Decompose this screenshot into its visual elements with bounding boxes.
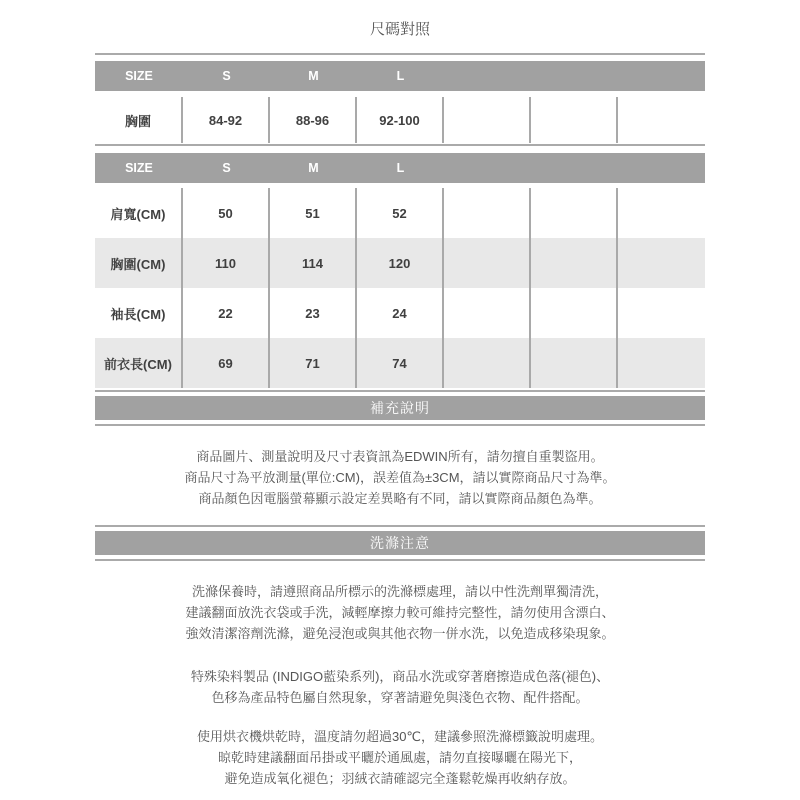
divider [95, 559, 705, 561]
text-line: 商品圖片、測量說明及尺寸表資訊為EDWIN所有，請勿擅自重製盜用。 [196, 449, 604, 464]
table-cell [444, 238, 531, 288]
size-table2-body [95, 188, 705, 388]
row-label-cell: 胸圍(CM) [95, 238, 183, 288]
size-table1-header-row [95, 61, 705, 91]
table-header-cell: S [222, 161, 231, 175]
drying-paragraph [95, 726, 705, 789]
table-cell: 22 [183, 288, 270, 338]
table-header-cell [618, 153, 705, 183]
table-header-cell [531, 61, 618, 91]
washing-section-title: 洗滌注意 [95, 531, 705, 555]
row-label-cell: 胸圍 [95, 97, 183, 143]
text-line: 強效清潔溶劑洗滌，避免浸泡或與其他衣物一併水洗，以免造成移染現象。 [185, 626, 615, 641]
table-header-cell: SIZE [125, 161, 153, 175]
text-line: 洗滌保養時，請遵照商品所標示的洗滌標處理，請以中性洗劑單獨清洗， [191, 584, 608, 599]
text-line: 使用烘衣機烘乾時，溫度請勿超過30℃，建議參照洗滌標籤說明處理。 [196, 729, 604, 744]
text-line: 商品顏色因電腦螢幕顯示設定差異略有不同，請以實際商品顏色為準。 [198, 491, 602, 506]
text-line: 色移為產品特色屬自然現象，穿著請避免與淺色衣物、配件搭配。 [211, 690, 589, 705]
table-cell [531, 238, 618, 288]
divider [95, 144, 705, 146]
washing-care-paragraph [95, 581, 705, 644]
indigo-dye-paragraph [95, 666, 705, 708]
table-cell: 50 [183, 188, 270, 238]
table-cell: 51 [270, 188, 357, 238]
table-header-cell [531, 153, 618, 183]
table-header-cell: M [308, 161, 319, 175]
table-cell: 69 [183, 338, 270, 388]
table-header-cell: L [396, 161, 405, 175]
supplement-section-title: 補充說明 [95, 396, 705, 420]
text-line: 建議翻面放洗衣袋或手洗，減輕摩擦力較可維持完整性，請勿使用含漂白、 [185, 605, 615, 620]
table-cell [618, 338, 705, 388]
table-cell [444, 288, 531, 338]
table-cell: 110 [183, 238, 270, 288]
table-header-cell [618, 61, 705, 91]
text-line: 商品尺寸為平放測量(單位:CM)，誤差值為±3CM，請以實際商品尺寸為準。 [184, 470, 616, 485]
table-cell: 88-96 [270, 97, 357, 143]
table-cell [618, 288, 705, 338]
table-cell [531, 188, 618, 238]
table-cell [444, 97, 531, 143]
table-cell [531, 338, 618, 388]
row-label-cell: 前衣長(CM) [95, 338, 183, 388]
divider-top [95, 53, 705, 55]
table-cell: 84-92 [183, 97, 270, 143]
table-header-cell [444, 61, 531, 91]
text-line: 特殊染料製品 (INDIGO藍染系列)，商品水洗或穿著磨擦造成色落(褪色)、 [190, 669, 610, 684]
table-header-cell: L [396, 69, 405, 83]
divider [95, 424, 705, 426]
table-cell [618, 188, 705, 238]
table-cell: 23 [270, 288, 357, 338]
supplement-text [95, 446, 705, 509]
divider [95, 390, 705, 392]
table-cell: 71 [270, 338, 357, 388]
size-table2-header-row [95, 153, 705, 183]
table-cell [444, 338, 531, 388]
table-header-cell: M [308, 69, 319, 83]
divider [95, 525, 705, 527]
table-row [95, 238, 705, 288]
table-cell: 74 [357, 338, 444, 388]
table-cell [531, 97, 618, 143]
table-cell [618, 238, 705, 288]
table-cell: 92-100 [357, 97, 444, 143]
table-cell: 52 [357, 188, 444, 238]
table-cell [444, 188, 531, 238]
table-cell: 120 [357, 238, 444, 288]
text-line: 避免造成氧化褪色；羽絨衣請確認完全蓬鬆乾燥再收納存放。 [224, 771, 576, 786]
row-label-cell: 袖長(CM) [95, 288, 183, 338]
table-header-cell [444, 153, 531, 183]
table-row [95, 288, 705, 338]
table-cell: 24 [357, 288, 444, 338]
table-cell [618, 97, 705, 143]
row-label-cell: 肩寬(CM) [95, 188, 183, 238]
table-header-cell: SIZE [125, 69, 153, 83]
page-title: 尺碼對照 [369, 21, 430, 38]
table-header-cell: S [222, 69, 231, 83]
text-line: 晾乾時建議翻面吊掛或平曬於通風處，請勿直接曝曬在陽光下， [217, 750, 582, 765]
table-row [95, 188, 705, 238]
size-guide-page [95, 0, 705, 789]
table-row [95, 338, 705, 388]
table-row [95, 97, 705, 143]
table-cell: 114 [270, 238, 357, 288]
table-cell [531, 288, 618, 338]
